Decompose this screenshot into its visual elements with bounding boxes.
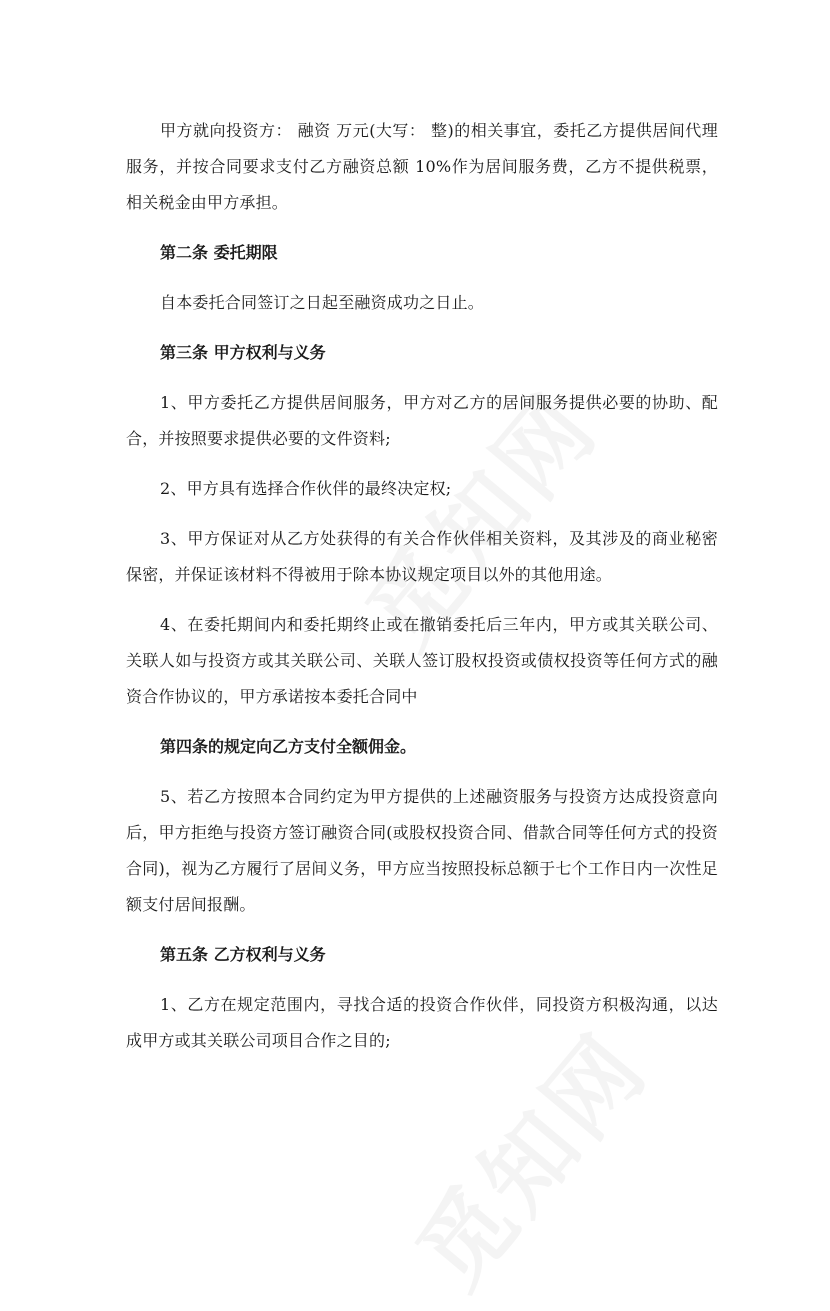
document-body	[126, 113, 718, 1073]
paragraph: 2、甲方具有选择合作伙伴的最终决定权;	[160, 479, 452, 498]
paragraph: 5、若乙方按照本合同约定为甲方提供的上述融资服务与投资方达成投资意向后，甲方拒绝与投资方签订融资合同(或股权投资合同、借款合同等任何方式的投资合同)，视为乙方履行了居间义务，甲方应当按照投标总额于七个工作日内一次性足额支付居间报酬。	[126, 787, 718, 914]
section-heading: 第五条 乙方权利与义务	[160, 945, 326, 964]
paragraph: 甲方就向投资方： 融资 万元(大写： 整)的相关事宜，委托乙方提供居间代理服务，并按合同要求支付乙方融资总额 10%作为居间服务费，乙方不提供税票，相关税金由甲方承担。	[126, 121, 718, 212]
section-heading: 第四条的规定向乙方支付全额佣金。	[160, 737, 417, 756]
paragraph: 3、甲方保证对从乙方处获得的有关合作伙伴相关资料，及其涉及的商业秘密保密，并保证该材料不得被用于除本协议规定项目以外的其他用途。	[126, 529, 718, 584]
paragraph: 1、甲方委托乙方提供居间服务，甲方对乙方的居间服务提供必要的协助、配合，并按照要求提供必要的文件资料;	[126, 393, 718, 448]
paragraph: 自本委托合同签订之日起至融资成功之日止。	[160, 293, 485, 312]
section-heading: 第二条 委托期限	[160, 243, 278, 262]
section-heading: 第三条 甲方权利与义务	[160, 343, 326, 362]
paragraph: 1、乙方在规定范围内，寻找合适的投资合作伙伴，同投资方积极沟通，以达成甲方或其关联公司项目合作之目的;	[126, 995, 718, 1050]
paragraph: 4、在委托期间内和委托期终止或在撤销委托后三年内，甲方或其关联公司、关联人如与投资方或其关联公司、关联人签订股权投资或债权投资等任何方式的融资合作协议的，甲方承诺按本委托合同中	[126, 615, 718, 706]
